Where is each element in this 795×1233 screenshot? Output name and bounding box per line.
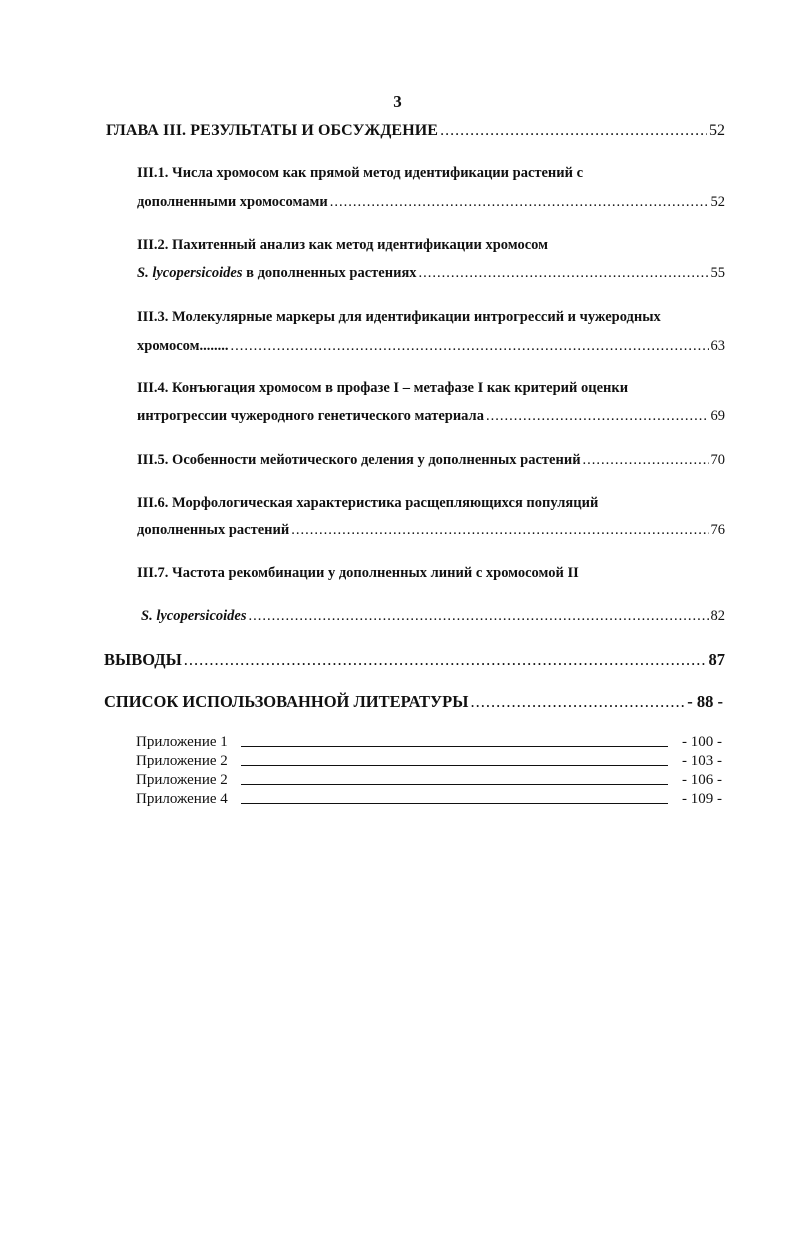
toc-leader-dots <box>330 194 709 211</box>
toc-page-number: 87 <box>708 650 725 669</box>
toc-section-3-1-line1: III.1. Числа хромосом как прямой метод идентификации растений с <box>137 165 584 181</box>
toc-section-text: хромосом........ <box>137 338 229 354</box>
toc-page-number: 55 <box>710 265 725 281</box>
toc-section-3-2-line1: III.2. Пахитенный анализ как метод идентификации хромосом <box>137 237 549 253</box>
toc-chapter-title: ГЛАВА III. РЕЗУЛЬТАТЫ И ОБСУЖДЕНИЕ <box>106 122 439 139</box>
toc-page-number: 52 <box>709 122 725 139</box>
toc-leader-dots <box>486 408 709 425</box>
toc-leader-dots <box>184 650 707 670</box>
toc-section-3-3 <box>137 338 725 355</box>
toc-appendix-1 <box>136 732 722 751</box>
appendix-page: - 109 - <box>682 791 722 807</box>
toc-page-number: 70 <box>710 452 725 468</box>
toc-section-3-4-line1: III.4. Конъюгация хромосом в профазе I – метафазе I как критерий оценки <box>137 380 629 396</box>
toc-section-text: дополненными хромосомами <box>137 194 328 210</box>
toc-leader-dots <box>249 608 709 625</box>
appendix-page: - 103 - <box>682 753 722 769</box>
toc-page-number: 52 <box>710 194 725 210</box>
toc-leader-dots <box>440 122 707 140</box>
appendix-label: Приложение 2 <box>136 772 228 788</box>
appendix-page: - 100 - <box>682 734 722 750</box>
toc-page-number: 63 <box>710 338 725 354</box>
toc-references-title: СПИСОК ИСПОЛЬЗОВАННОЙ ЛИТЕРАТУРЫ <box>104 692 469 711</box>
toc-section-3-6-line1: III.6. Морфологическая характеристика расщепляющихся популяций <box>137 495 599 511</box>
toc-appendix-2 <box>136 751 722 770</box>
toc-section-3-2 <box>137 265 725 282</box>
toc-section-text: III.5. Особенности мейотического деления у дополненных растений <box>137 452 581 468</box>
toc-section-text: интрогрессии чужеродного генетического материала <box>137 408 484 424</box>
species-name: S. lycopersicoides <box>137 265 243 281</box>
toc-conclusions-title: ВЫВОДЫ <box>104 650 182 669</box>
toc-section-text: в дополненных растениях <box>242 265 417 281</box>
appendix-rule <box>241 783 668 785</box>
toc-section-3-4 <box>137 408 725 425</box>
toc-page-number: 82 <box>710 608 725 624</box>
toc-appendix-3 <box>136 770 722 789</box>
toc-leader-dots <box>470 692 685 712</box>
toc-section-3-7-line1: III.7. Частота рекомбинации у дополненных линий с хромосомой II <box>137 565 579 581</box>
page-number: 3 <box>393 92 402 111</box>
toc-section-3-1 <box>137 194 725 211</box>
appendix-label: Приложение 2 <box>136 753 228 769</box>
toc-section-3-5 <box>137 452 725 469</box>
toc-leader-dots <box>583 452 709 469</box>
toc-leader-dots <box>419 265 709 282</box>
appendix-rule <box>241 745 668 747</box>
toc-chapter-3 <box>106 122 725 140</box>
toc-references <box>104 692 723 712</box>
toc-page-number: - 88 - <box>687 692 723 711</box>
toc-section-text: дополненных растений <box>137 522 290 538</box>
toc-leader-dots <box>231 338 709 355</box>
toc-appendix-4 <box>136 789 722 808</box>
appendix-label: Приложение 1 <box>136 734 228 750</box>
toc-leader-dots <box>291 522 708 539</box>
appendix-label: Приложение 4 <box>136 791 228 807</box>
toc-section-3-3-line1: III.3. Молекулярные маркеры для идентификации интрогрессий и чужеродных <box>137 309 661 325</box>
appendix-rule <box>241 764 668 766</box>
toc-section-3-7 <box>141 608 725 625</box>
appendix-rule <box>241 802 668 804</box>
species-name: S. lycopersicoides <box>141 608 247 624</box>
toc-page-number: 69 <box>710 408 725 424</box>
appendix-page: - 106 - <box>682 772 722 788</box>
toc-page-number: 76 <box>710 522 725 538</box>
toc-conclusions <box>104 650 725 670</box>
toc-section-3-6 <box>137 522 725 539</box>
